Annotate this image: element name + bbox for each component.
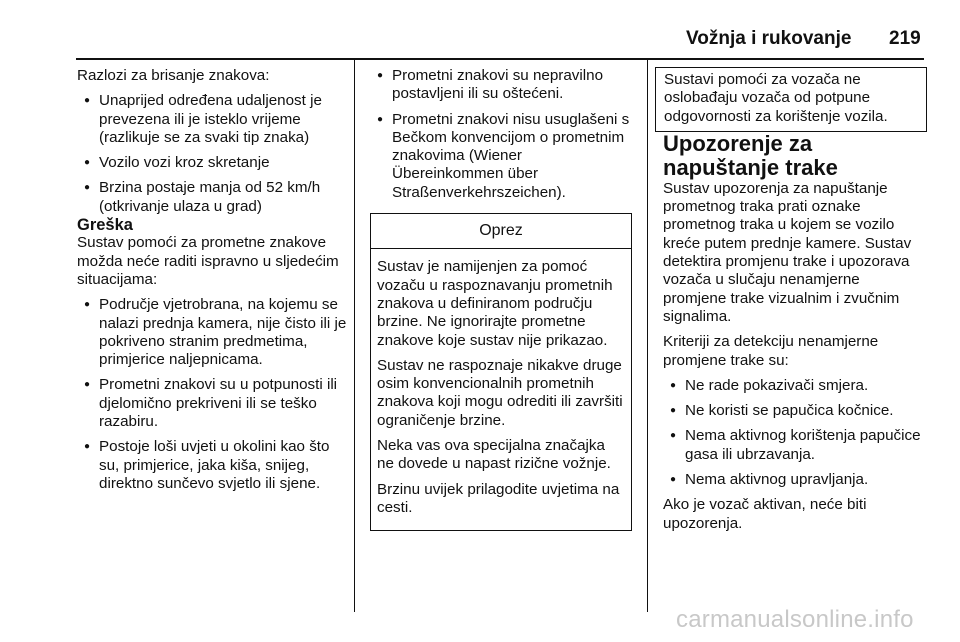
lane-warning-heading: Upozorenje za napuštanje trake bbox=[663, 130, 838, 180]
error-list bbox=[77, 296, 347, 493]
watermark: carmanualsonline.info bbox=[676, 606, 914, 633]
list-item: ● Ne rade pokazivači smjera. bbox=[663, 377, 925, 395]
column-divider-1 bbox=[354, 59, 355, 612]
section-title: Vožnja i rukovanje bbox=[686, 28, 852, 49]
column-right bbox=[663, 67, 925, 533]
sign-list bbox=[370, 67, 632, 202]
page-number: 219 bbox=[889, 28, 921, 49]
list-item: ● Područje vjetrobrana, na kojemu se nalazi prednja kamera, nije čisto ili je pokriveno stranim predmetima, primjerice naljepnicama. bbox=[77, 296, 347, 369]
list-item: ● Ne koristi se papučica kočnice. bbox=[663, 402, 925, 420]
column-middle bbox=[370, 67, 632, 531]
column-left bbox=[77, 67, 347, 493]
driver-active-text: Ako je vozač aktivan, neće biti upozorenja. bbox=[663, 496, 867, 532]
caution-paragraph: Neka vas ova specijalna značajka ne dovede u napast rizične vožnje. bbox=[377, 437, 611, 473]
column-divider-2 bbox=[647, 59, 648, 612]
list-item: ● Nema aktivnog upravljanja. bbox=[663, 471, 925, 489]
intro-text: Razlozi za brisanje znakova: bbox=[77, 67, 270, 84]
list-item: ● Prometni znakovi nisu usuglašeni s Bečkom konvencijom o prometnim znakovima (Wiener Übereinkommen über Straßenverkehrszeichen). bbox=[370, 111, 632, 202]
lane-warning-description: Sustav upozorenja za napuštanje prometnog traka prati oznake prometnog traka u kojem se vozilo kreće putem prednje kamere. Sustav detektira promjenu trake i upozorava vozača u slučaju nenamjerne promjene trake vizualnim i zvučnim signalima. bbox=[663, 179, 912, 325]
header-rule bbox=[76, 58, 924, 60]
list-item: ● Prometni znakovi su nepravilno postavljeni ili su oštećeni. bbox=[370, 67, 632, 104]
list-item: ● Brzina postaje manja od 52 km/h (otkrivanje ulaza u grad) bbox=[77, 179, 347, 216]
note-text: Sustavi pomoći za vozača ne oslobađaju vozača od potpune odgovornosti za korištenje vozila. bbox=[664, 71, 888, 125]
caution-paragraph: Sustav ne raspoznaje nikakve druge osim konvencionalnih prometnih znakova koji mogu odrediti ili završiti ograničenje brzine. bbox=[377, 356, 623, 429]
caution-title: Oprez bbox=[371, 214, 631, 249]
criteria-intro: Kriteriji za detekciju nenamjerne promjene trake su: bbox=[663, 333, 879, 369]
caution-paragraph: Brzinu uvijek prilagodite uvjetima na cesti. bbox=[377, 480, 620, 516]
intro-list bbox=[77, 92, 347, 216]
page-header bbox=[0, 0, 960, 58]
note-box bbox=[655, 67, 927, 132]
list-item: ● Prometni znakovi su u potpunosti ili djelomično prekriveni ili se teško razabiru. bbox=[77, 376, 347, 431]
list-item: ● Unaprijed određena udaljenost je prevezena ili je isteklo vrijeme (razlikuje se za svaki tip znaka) bbox=[77, 92, 347, 147]
caution-body bbox=[371, 249, 631, 530]
caution-box bbox=[370, 213, 632, 531]
caution-paragraph: Sustav je namijenjen za pomoć vozaču u raspoznavanju prometnih znakova u definiranom području brzine. Ne ignorirajte prometne znakove koje sustav nije prikazao. bbox=[377, 258, 613, 349]
list-item: ● Vozilo vozi kroz skretanje bbox=[77, 154, 347, 172]
criteria-list bbox=[663, 377, 925, 489]
error-heading: Greška bbox=[77, 216, 133, 235]
list-item: ● Nema aktivnog korištenja papučice gasa ili ubrzavanja. bbox=[663, 427, 925, 464]
list-item: ● Postoje loši uvjeti u okolini kao što su, primjerice, jaka kiša, snijeg, direktno sunčevo svjetlo ili sjene. bbox=[77, 438, 347, 493]
error-text: Sustav pomoći za prometne znakove možda neće raditi ispravno u sljedećim situacijama: bbox=[77, 234, 339, 288]
